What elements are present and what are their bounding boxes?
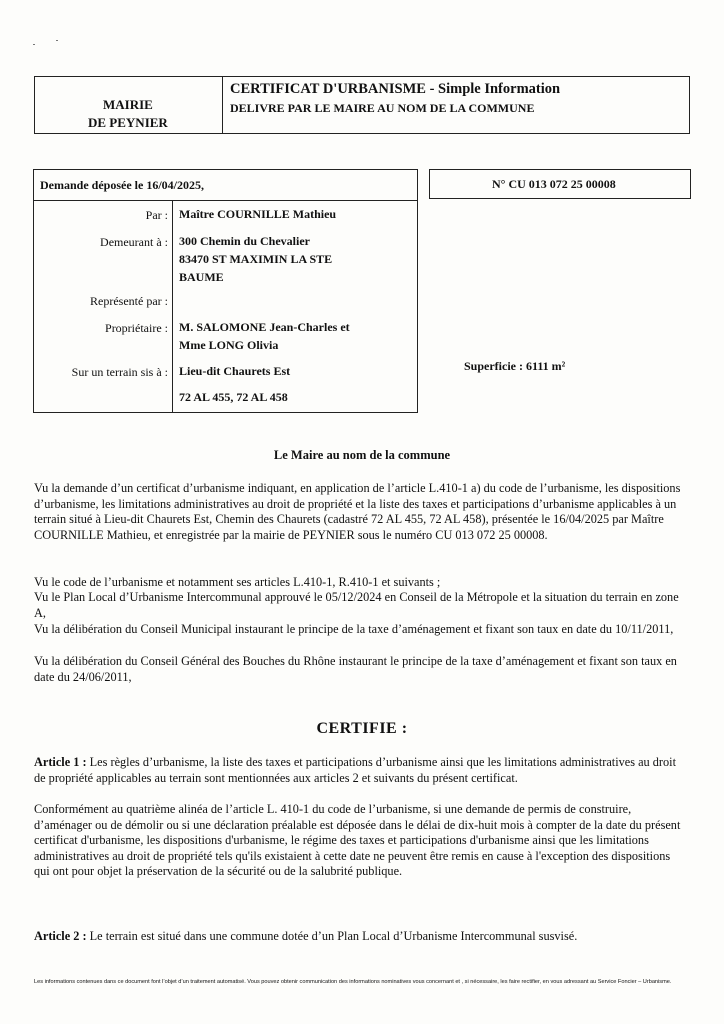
footer-notice: Les informations contenues dans ce document font l’objet d’un traitement automatisé. Vous pouvez obtenir communication des informations nominatives vous concernant et , si nécessaire, les faire rectifier, en vous adressant au Service Foncier – Urbanisme. (34, 979, 672, 985)
scan-speck (56, 40, 58, 41)
par-label: Par : (145, 208, 168, 222)
proprietaire-value (179, 318, 350, 354)
vu-paragraph-5: Vu la délibération du Conseil Général des Bouches du Rhône instaurant le principe de la taxe d’aménagement et fixant son taux en date du 24/06/2011, (34, 654, 677, 684)
certificate-number-box (429, 169, 691, 199)
par-value: Maître COURNILLE Mathieu (179, 207, 337, 221)
article-2-title: Article 2 : (34, 929, 87, 943)
article-2 (34, 929, 684, 945)
article-1-text: Les règles d’urbanisme, la liste des taxes et participations d’urbanisme ainsi que les limitations administratives au droit de propriété applicables au terrain sont mentionnées aux articles 2 et suivants du présent certificat. (34, 755, 677, 785)
address-line1: 300 Chemin du Chevalier (179, 234, 311, 248)
superficie: Superficie : 6111 m² (464, 359, 566, 373)
vu-paragraph-1: Vu la demande d’un certificat d’urbanisme indiquant, en application de l’article L.410-1 a) du code de l’urbanisme, les dispositions d’urbanisme, les limitations administratives au droit de propriété et la liste des taxes et participations d’urbanisme applicables à un terrain situé à Lieu-dit Chaurets Est, Chemin des Chaurets (cadastré 72 AL 455, 72 AL 458), présentée le 16/04/2025 par Maître COURNILLE Mathieu, et enregistrée par la mairie de PEYNIER sous le numéro CU 013 072 25 00008. (34, 481, 681, 542)
vu-paragraph-3: Vu le Plan Local d’Urbanisme Intercommunal approuvé le 05/12/2024 en Conseil de la Métropole et la situation du terrain en zone A, (34, 590, 679, 620)
article-1-title: Article 1 : (34, 755, 87, 769)
deposit-row (34, 170, 417, 201)
address-line2: 83470 ST MAXIMIN LA STE (179, 252, 333, 266)
demeurant-label: Demeurant à : (100, 235, 168, 249)
mairie-line1: MAIRIE (103, 97, 153, 112)
deposit-date: Demande déposée le 16/04/2025, (40, 178, 204, 192)
demeurant-value (179, 232, 332, 286)
certificate-number: N° CU 013 072 25 00008 (492, 177, 616, 191)
scan-speck (33, 44, 35, 45)
mairie-cell (35, 77, 223, 133)
proprietaire-label: Propriétaire : (105, 321, 168, 335)
document-subtitle: DELIVRE PAR LE MAIRE AU NOM DE LA COMMUNE (230, 101, 535, 115)
owner-line2: Mme LONG Olivia (179, 338, 279, 352)
vu-paragraph-4: Vu la délibération du Conseil Municipal instaurant le principe de la taxe d’aménagement et fixant son taux en date du 10/11/2011, (34, 622, 674, 636)
document-title: CERTIFICAT D'URBANISME - Simple Information (230, 81, 561, 97)
vu-paragraph-2: Vu le code de l’urbanisme et notamment ses articles L.410-1, R.410-1 et suivants ; (34, 575, 441, 589)
mairie-line2: DE PEYNIER (88, 115, 168, 130)
represente-label: Représenté par : (90, 294, 168, 308)
terrain-value: Lieu-dit Chaurets Est (179, 364, 291, 378)
article-1-paragraph-2: Conformément au quatrième alinéa de l’article L. 410-1 du code de l’urbanisme, si une demande de permis de construire, d’aménager ou de démolir ou si une déclaration préalable est déposée dans le délai de dix-huit mois à compter de la date du présent certificat d'urbanisme, les dispositions d'urbanisme, le régime des taxes et participations d'urbanisme ainsi que les limitations administratives au droit de propriété tels qu'ils existaient à cette date ne peuvent être remis en cause à l'exception des dispositions qui ont pour objet la préservation de la sécurité ou de la salubrité publique. (34, 802, 681, 879)
column-divider (172, 201, 173, 412)
mayor-heading: Le Maire au nom de la commune (273, 448, 451, 462)
owner-line1: M. SALOMONE Jean-Charles et (179, 320, 350, 334)
document-header (34, 76, 690, 134)
address-line3: BAUME (179, 270, 224, 284)
parcelles-value: 72 AL 455, 72 AL 458 (179, 390, 288, 404)
article-1 (34, 755, 684, 786)
terrain-label: Sur un terrain sis à : (71, 365, 168, 379)
certifie-heading: CERTIFIE : (316, 720, 408, 737)
article-2-text: Le terrain est situé dans une commune dotée d’un Plan Local d’Urbanisme Intercommunal susvisé. (86, 929, 578, 943)
request-box (33, 169, 418, 413)
